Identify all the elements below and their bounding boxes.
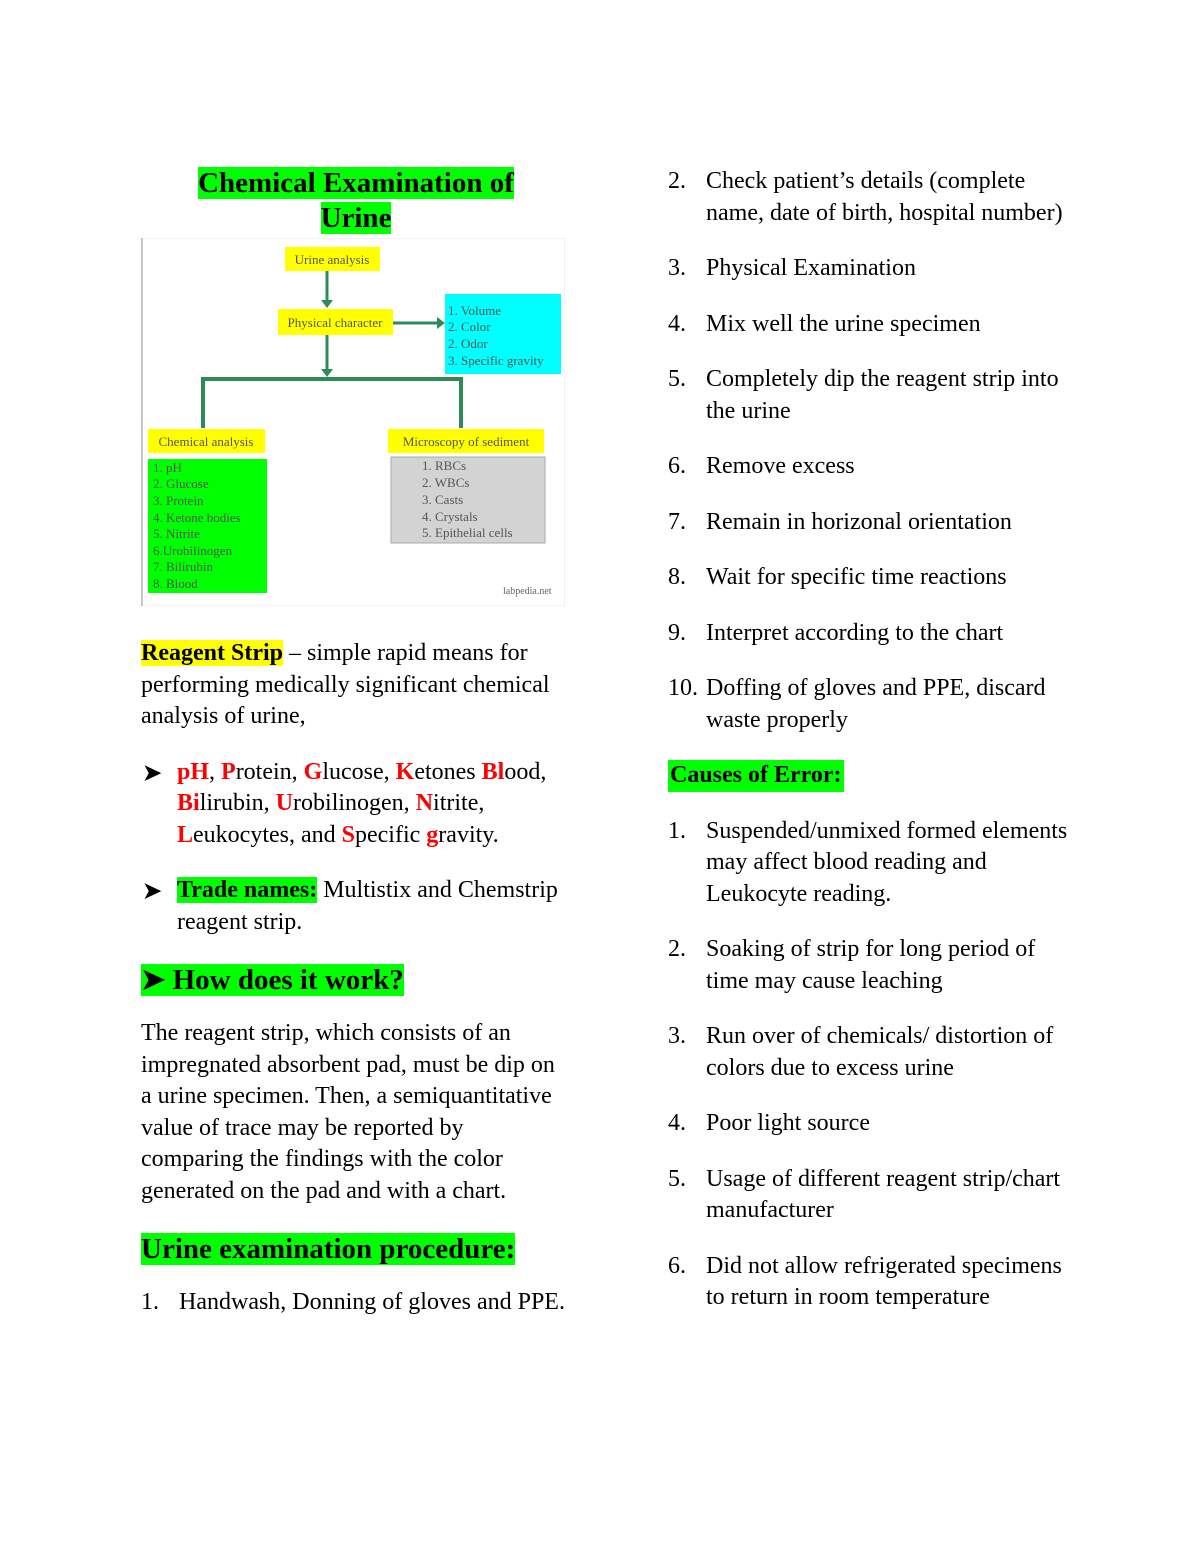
analytes-bullet xyxy=(141,757,571,852)
procedure-heading-text: Urine examination procedure: xyxy=(141,1233,516,1265)
left-column xyxy=(141,166,571,1343)
list-number: 5. xyxy=(668,366,686,392)
list-text: Interpret according to the chart xyxy=(706,619,1004,646)
list-item xyxy=(668,1251,1068,1314)
list-number: 2. xyxy=(668,168,686,194)
list-item xyxy=(668,364,1068,427)
analyte-initial: L xyxy=(177,821,194,848)
list-text: Run over of chemicals/ distortion of colors due to excess urine xyxy=(706,1023,1054,1081)
list-number: 1. xyxy=(141,1289,159,1315)
analyte-initial: P xyxy=(221,758,236,785)
arrow-bullet-icon: ➤ xyxy=(141,964,173,996)
analyte-rest: ravity. xyxy=(438,821,499,848)
analytes-list xyxy=(177,759,546,848)
procedure-list-left xyxy=(141,1287,571,1319)
document-title xyxy=(141,166,571,236)
list-item xyxy=(668,618,1068,650)
reagent-definition: – simple rapid means for performing medically significant chemical analysis of urine, xyxy=(141,640,550,729)
analyte-initial: Bl xyxy=(481,758,505,785)
list-text: Remain in horizonal orientation xyxy=(706,508,1012,535)
urine-analysis-diagram xyxy=(141,238,565,606)
list-number: 6. xyxy=(668,1252,686,1279)
list-number: 4. xyxy=(668,310,686,337)
list-item xyxy=(668,1164,1068,1227)
list-number: 2. xyxy=(668,936,686,962)
trade-names-bullet xyxy=(141,875,571,938)
analyte-rest: pecific xyxy=(355,821,427,848)
analyte-rest: itrite, xyxy=(433,790,485,816)
how-heading xyxy=(141,962,571,998)
diagram-physical-item: 1. Volume xyxy=(448,303,501,318)
list-item xyxy=(668,253,1068,285)
list-text: Wait for specific time reactions xyxy=(706,564,1007,590)
diagram-physical-item: 2. Odor xyxy=(448,336,488,351)
list-item xyxy=(668,934,1068,997)
diagram-chemical-item: 4. Ketone bodies xyxy=(153,510,241,525)
list-number: 7. xyxy=(668,508,686,535)
diagram-root-label: Urine analysis xyxy=(294,252,370,267)
analyte-initial: S xyxy=(341,821,355,848)
list-number: 3. xyxy=(668,1023,686,1049)
list-number: 1. xyxy=(668,817,686,844)
diagram-chemical-item: 2. Glucose xyxy=(153,476,209,491)
analyte-rest: rotein, xyxy=(235,758,304,785)
list-item xyxy=(668,673,1068,736)
diagram-microscopy-label: Microscopy of sediment xyxy=(402,434,530,449)
analyte-initial: N xyxy=(415,790,434,816)
analyte-rest: lirubin, xyxy=(199,790,276,816)
trade-names-text: Multistix and Chemstrip reagent strip. xyxy=(177,877,558,935)
diagram-microscopy-item: 1. RBCs xyxy=(422,458,467,473)
right-column xyxy=(668,166,1068,1338)
how-heading-text: How does it work? xyxy=(172,964,404,996)
diagram-chemical-item: 8. Blood xyxy=(153,576,198,591)
list-number: 5. xyxy=(668,1165,686,1192)
list-text: Mix well the urine specimen xyxy=(706,310,981,337)
list-number: 4. xyxy=(668,1110,686,1136)
errors-heading: Causes of Error: xyxy=(668,760,844,792)
analyte-rest: eukocytes, and xyxy=(193,821,342,848)
list-number: 8. xyxy=(668,564,686,590)
list-text: Soaking of strip for long period of time may cause leaching xyxy=(706,936,1036,994)
list-number: 3. xyxy=(668,255,686,281)
diagram-chemical-item: 5. Nitrite xyxy=(153,526,200,541)
list-number: 10. xyxy=(668,675,698,701)
analyte-initial: pH xyxy=(177,758,210,785)
reagent-paragraph xyxy=(141,638,571,733)
list-number: 9. xyxy=(668,619,686,646)
reagent-term: Reagent Strip xyxy=(141,640,283,666)
diagram-microscopy-item: 2. WBCs xyxy=(422,475,470,490)
how-paragraph: The reagent strip, which consists of an impregnated absorbent pad, must be dip on a urine specimen. Then, a semiquantitative value of trace may be reported by comparing the findings with the color generated on the pad and with a chart. xyxy=(141,1020,555,1204)
list-text: Remove excess xyxy=(706,453,855,479)
analyte-rest: , xyxy=(209,758,222,785)
analyte-rest: robilinogen, xyxy=(293,790,416,816)
list-text: Did not allow refrigerated specimens to return in room temperature xyxy=(706,1252,1062,1310)
analyte-initial: K xyxy=(395,758,415,785)
diagram-chemical-item: 1. pH xyxy=(153,460,182,475)
list-item xyxy=(668,1021,1068,1084)
analyte-rest: lucose, xyxy=(322,758,396,785)
list-text: Suspended/unmixed formed elements may affect blood reading and Leukocyte reading. xyxy=(706,817,1068,907)
list-item xyxy=(668,166,1068,229)
list-text: Completely dip the reagent strip into the urine xyxy=(706,366,1059,424)
list-text: Handwash, Donning of gloves and PPE. xyxy=(179,1289,565,1315)
list-text: Check patient’s details (complete name, date of birth, hospital number) xyxy=(706,168,1063,226)
list-text: Usage of different reagent strip/chart manufacturer xyxy=(706,1165,1061,1223)
list-item xyxy=(668,1108,1068,1140)
analyte-initial: g xyxy=(426,821,439,848)
list-item xyxy=(141,1287,571,1319)
title-line-2: Urine xyxy=(320,202,392,234)
procedure-list-right xyxy=(668,166,1068,736)
diagram-chemical-label: Chemical analysis xyxy=(158,434,254,449)
diagram-chemical-item: 7. Bilirubin xyxy=(153,559,213,574)
diagram-microscopy-item: 5. Epithelial cells xyxy=(422,525,513,540)
list-text: Poor light source xyxy=(706,1110,870,1136)
diagram-physical-label: Physical character xyxy=(287,315,383,330)
arrow-bullet-icon: ➤ xyxy=(143,878,162,903)
title-line-1: Chemical Examination of xyxy=(198,167,514,199)
arrow-bullet-icon: ➤ xyxy=(143,759,162,785)
errors-list xyxy=(668,816,1068,1314)
analyte-rest: ood, xyxy=(504,758,547,785)
list-text: Doffing of gloves and PPE, discard waste properly xyxy=(706,675,1046,733)
diagram-watermark: labpedia.net xyxy=(503,586,552,597)
procedure-heading xyxy=(141,1231,571,1267)
list-item xyxy=(668,507,1068,539)
list-number: 6. xyxy=(668,453,686,479)
diagram-microscopy-item: 3. Casts xyxy=(422,492,464,507)
analyte-initial: G xyxy=(303,758,323,785)
analyte-rest: etones xyxy=(414,758,482,785)
diagram-microscopy-item: 4. Crystals xyxy=(422,509,478,524)
list-item xyxy=(668,816,1068,911)
list-item xyxy=(668,451,1068,483)
analyte-initial: U xyxy=(275,790,294,816)
analyte-initial: Bi xyxy=(177,790,200,816)
diagram-physical-item: 2. Color xyxy=(448,319,491,334)
list-item xyxy=(668,562,1068,594)
diagram-physical-item: 3. Specific gravity xyxy=(448,353,544,368)
diagram-chemical-item: 3. Protein xyxy=(153,493,204,508)
diagram-chemical-item: 6.Urobilinogen xyxy=(153,543,233,558)
list-text: Physical Examination xyxy=(706,255,916,281)
how-heading-highlight xyxy=(141,964,404,996)
list-item xyxy=(668,309,1068,341)
trade-names-label: Trade names: xyxy=(177,877,318,903)
